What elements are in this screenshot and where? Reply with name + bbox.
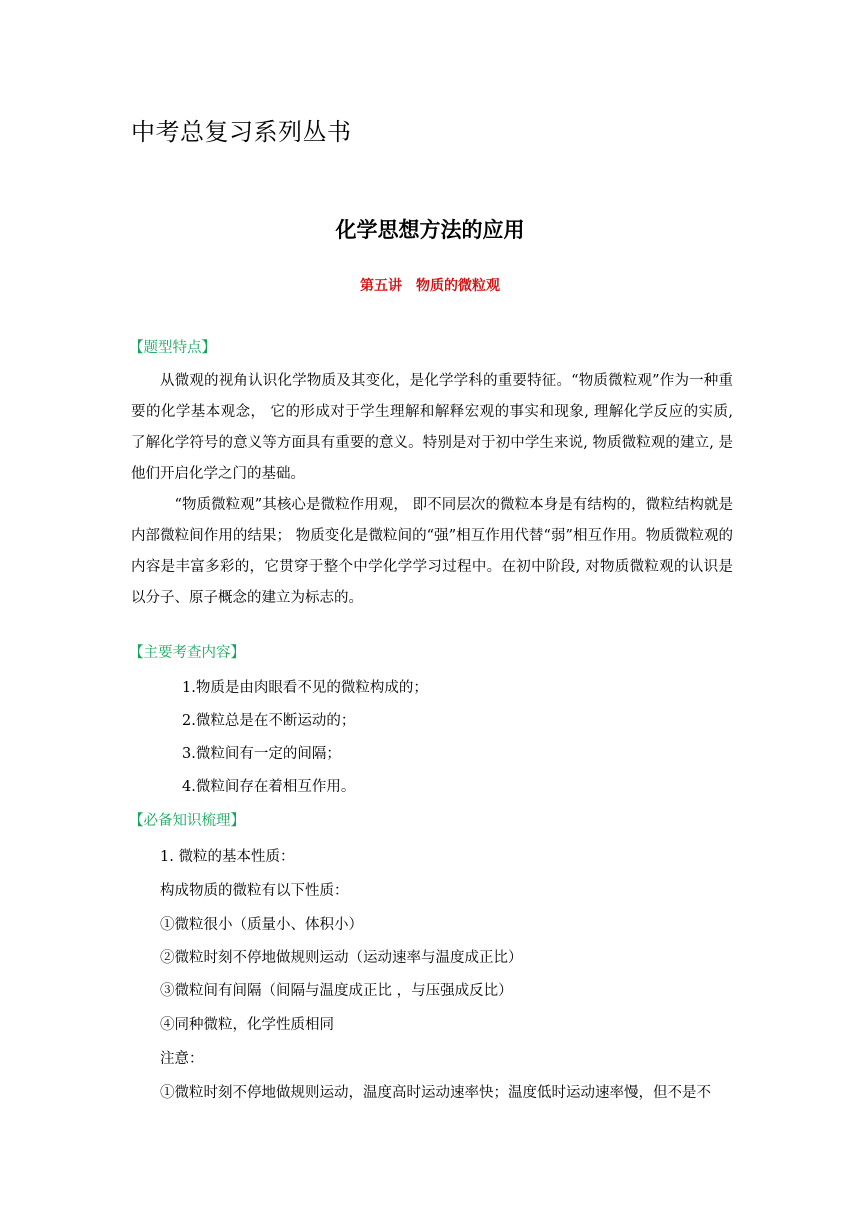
knowledge-line: ①微粒很小（质量小、体积小） bbox=[160, 917, 363, 933]
knowledge-line: ①微粒时刻不停地做规则运动，温度高时运动速率快；温度低时运动速率慢，但不是不 bbox=[160, 1085, 711, 1101]
knowledge-line: ④同种微粒，化学性质相同 bbox=[160, 1017, 334, 1033]
content-item: 3.微粒间有一定的间隔； bbox=[182, 746, 341, 762]
knowledge-line: 注意： bbox=[160, 1051, 204, 1067]
knowledge-heading: 【必备知识梳理】 bbox=[129, 813, 245, 829]
knowledge-line: 1. 微粒的基本性质： bbox=[160, 849, 295, 865]
features-heading: 【题型特点】 bbox=[129, 340, 216, 356]
features-body bbox=[131, 366, 733, 614]
content-heading: 【主要考查内容】 bbox=[129, 645, 245, 661]
content-item: 2.微粒总是在不断运动的； bbox=[182, 713, 356, 729]
knowledge-line: ②微粒时刻不停地做规则运动（运动速率与温度成正比） bbox=[160, 950, 523, 966]
series-header: 中考总复习系列丛书 bbox=[131, 118, 352, 146]
knowledge-line: 构成物质的微粒有以下性质： bbox=[160, 883, 349, 899]
content-item: 4.微粒间存在着相互作用。 bbox=[182, 779, 356, 795]
lecture-subtitle: 第五讲 物质的微粒观 bbox=[360, 278, 500, 294]
knowledge-line: ③微粒间有间隔（间隔与温度成正比 ，与压强成反比） bbox=[160, 983, 513, 999]
document-title: 化学思想方法的应用 bbox=[335, 218, 525, 242]
features-paragraph-2: “物质微粒观”其核心是微粒作用观， 即不同层次的微粒本身是有结构的，微粒结构就是内部微粒间作用的结果； 物质变化是微粒间的“强”相互作用代替“弱”相互作用。物质微粒观的内容是丰富多彩的，它贯穿于整个中学化学学习过程中。在初中阶段, 对物质微粒观的认识是以分子、原子概念的建立为标志的。 bbox=[131, 497, 733, 606]
content-item: 1.物质是由肉眼看不见的微粒构成的； bbox=[182, 680, 428, 696]
features-paragraph-1: 从微观的视角认识化学物质及其变化，是化学学科的重要特征。“物质微粒观”作为一种重要的化学基本观念， 它的形成对于学生理解和解释宏观的事实和现象, 理解化学反应的实质, 了解化学符号的意义等方面具有重要的意义。特别是对于初中学生来说, 物质微粒观的建立, 是他们开启化学之门的基础。 bbox=[131, 373, 733, 482]
